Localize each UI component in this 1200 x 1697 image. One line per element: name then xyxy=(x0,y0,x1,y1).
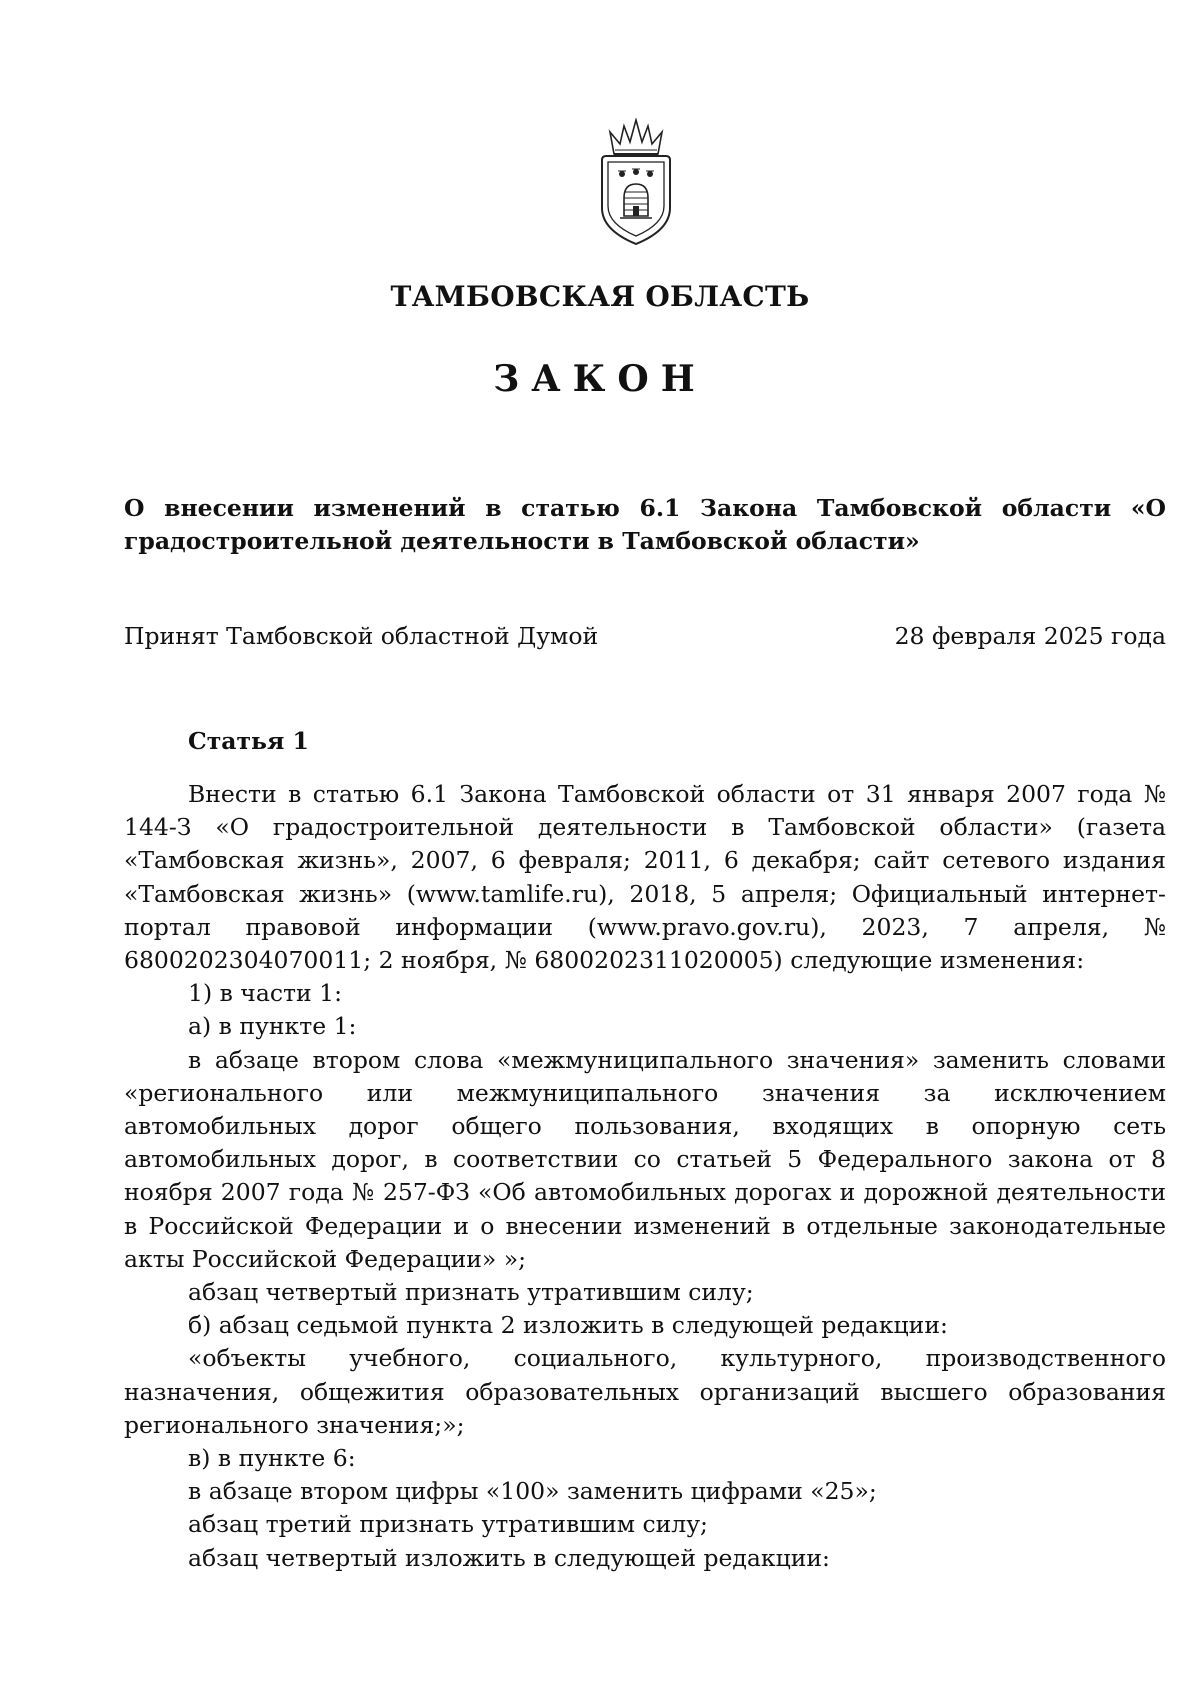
law-title xyxy=(124,492,1166,558)
paragraph-fourth-wording: абзац четвертый изложить в следующей редакции: xyxy=(188,1543,830,1572)
law-title-text: О внесении изменений в статью 6.1 Закона Тамбовской области «О градостроительной деятельности в Тамбовской области» xyxy=(124,494,1166,555)
adopted-by: Принят Тамбовской областной Думой xyxy=(124,622,599,650)
paragraph-point-c: в) в пункте 6: xyxy=(188,1444,356,1473)
adoption-line xyxy=(124,622,1166,650)
paragraph-point-a: а) в пункте 1: xyxy=(188,1012,357,1041)
paragraph-replace-digits: в абзаце втором цифры «100» заменить цифрами «25»; xyxy=(188,1477,877,1506)
paragraph-repeal-third: абзац третий признать утратившим силу; xyxy=(188,1510,708,1539)
paragraph-repeal-fourth: абзац четвертый признать утратившим силу; xyxy=(188,1278,754,1307)
paragraph-new-wording: «объекты учебного, социального, культурного, производственного назначения, общежития образовательных организаций высшего образования регионального значения;»; xyxy=(124,1344,1166,1439)
region-heading: ТАМБОВСКАЯ ОБЛАСТЬ xyxy=(390,280,810,313)
paragraph-part-1: 1) в части 1: xyxy=(188,979,343,1008)
document-type-heading: ЗАКОН xyxy=(493,358,707,400)
article-body xyxy=(124,778,1166,1575)
coat-of-arms-icon xyxy=(596,118,676,248)
adoption-date: 28 февраля 2025 года xyxy=(894,622,1166,650)
paragraph-point-b: б) абзац седьмой пункта 2 изложить в следующей редакции: xyxy=(188,1311,948,1340)
paragraph-replace-words: в абзаце втором слова «межмуниципального значения» заменить словами «регионального или межмуниципального значения за исключением автомобильных дорог общего пользования, входящих в опорную сеть автомобильных дорог, в соответствии со статьей 5 Федерального закона от 8 ноября 2007 года № 257-ФЗ «Об автомобильных дорогах и дорожной деятельности в Российской Федерации и о внесении изменений в отдельные законодательные акты Российской Федерации» »; xyxy=(124,1045,1166,1273)
paragraph-intro: Внести в статью 6.1 Закона Тамбовской области от 31 января 2007 года № 144-З «О градостроительной деятельности в Тамбовской области» (газета «Тамбовская жизнь», 2007, 6 февраля; 2011, 6 декабря; сайт сетевого издания «Тамбовская жизнь» (www.tamlife.ru), 2018, 5 апреля; Официальный интернет-портал правовой информации (www.pravo.gov.ru), 2023, 7 апреля, № 6800202304070011; 2 ноября, № 6800202311020005) следующие изменения: xyxy=(124,780,1166,975)
article-heading: Статья 1 xyxy=(188,727,309,755)
